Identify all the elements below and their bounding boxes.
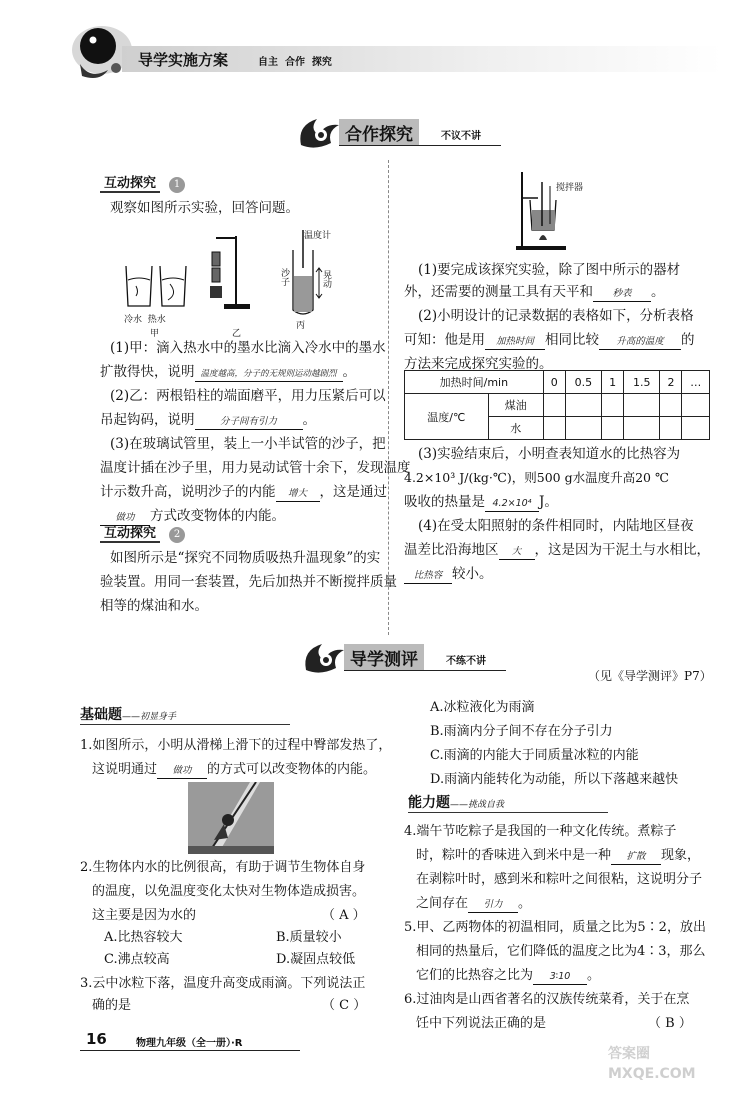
inquiry2-p1: 如图所示是“探究不同物质吸热升温现象”的实 — [110, 550, 381, 566]
answer-q1: 温度越高，分子的无规则运动越剧烈 — [195, 367, 343, 382]
data-table — [404, 370, 710, 440]
inquiry1-q3-line3: 计示数升高，说明沙子的内能 增大 ，这是通过 — [100, 484, 387, 500]
slide-photo — [188, 782, 274, 854]
fig-label-thermometer: 温度计 — [304, 231, 332, 241]
table-header-water: 水 — [488, 417, 543, 440]
section2-tag: 不练不讲 — [446, 656, 486, 667]
inquiry2-r4-line3: 比热容 较小。 — [404, 562, 493, 586]
table-cell: 1.5 — [624, 371, 660, 394]
section1-tag: 不议不讲 — [441, 131, 481, 142]
basic-q2-option-b: B.质量较小 — [276, 930, 342, 945]
table-header-kerosene: 煤油 — [488, 394, 543, 417]
inquiry1-q3-line2: 温度计插在沙子里，用力晃动试管十余下，发现温度 — [100, 460, 411, 476]
inquiry1-q1-line1: (1)甲：滴入热水中的墨水比滴入冷水中的墨水 — [110, 340, 386, 356]
footer — [80, 1028, 340, 1056]
basic-q2-option-d: D.凝固点较低 — [276, 952, 356, 967]
answer-basic-q1: 做功 — [157, 764, 207, 779]
answer-q4a: 扩散 — [611, 850, 661, 865]
basic-q3-option-c: C.雨滴的内能大于同质量冰粒的内能 — [430, 748, 639, 763]
inquiry1-heading — [100, 172, 185, 193]
ability-label: 能力题 — [408, 795, 450, 811]
inquiry2-label: 互动探究 — [100, 526, 160, 543]
fig-label-bing: 丙 — [296, 321, 306, 331]
ability-q4-line4: 之间存在 引力 。 — [416, 896, 532, 911]
inquiry2-r1-line1: (1)要完成该探究实验，除了图中所示的器材 — [418, 262, 681, 278]
inquiry2-r4-line1: (4)在受太阳照射的条件相同时，内陆地区昼夜 — [418, 518, 694, 534]
answer-r2a: 加热时间 — [485, 335, 545, 350]
section2-title: 导学测评 — [344, 644, 424, 671]
header-title: 导学实施方案 — [138, 51, 229, 69]
table-cell: 1 — [602, 371, 624, 394]
section-heading-cooperative — [295, 115, 505, 151]
inquiry2-heading — [100, 522, 185, 543]
basic-q2-option-a: A.比热容较大 — [104, 930, 183, 945]
table-cell: 2 — [660, 371, 682, 394]
answer-r2b: 升高的温度 — [599, 335, 681, 350]
fig-label-jia: 甲 — [150, 329, 160, 339]
inquiry1-q2-line2: 吊起钩码，说明 分子间有引力 。 — [100, 412, 316, 428]
basic-q3-option-d: D.雨滴内能转化为动能，所以下落越来越快 — [430, 772, 679, 787]
basic-q2-line2: 的温度，以免温度变化太快对生物体造成损害。 — [92, 884, 366, 899]
experiment-figure-lead-columns — [206, 232, 256, 312]
fig-label-cold-hot: 冷水 热水 — [124, 315, 166, 325]
basic-slogan: ——初显身手 — [122, 712, 177, 722]
table-header-temp: 温度/℃ — [405, 394, 489, 440]
basic-q1-line2: 这说明通过 做功 的方式可以改变物体的内能。 — [92, 762, 377, 777]
ability-q6-line1: 6.过油肉是山西省著名的汉族传统菜肴，关于在烹 — [404, 992, 690, 1007]
book-title: 物理九年级（全一册）·R — [136, 1038, 243, 1049]
table-cell: … — [682, 371, 710, 394]
inquiry2-p3: 相等的煤油和水。 — [100, 598, 208, 614]
inquiry1-q3-line4: 做功 方式改变物体的内能。 — [100, 504, 285, 528]
ability-q6-answer: （ B ） — [648, 1016, 692, 1031]
table-row-kerosene — [405, 394, 710, 417]
ability-q6-line2: 饪中下列说法正确的是 — [416, 1016, 547, 1031]
ability-q5-line2: 相同的热量后，它们降低的温度之比为4∶3，那么 — [416, 944, 706, 959]
basic-label: 基础题 — [80, 707, 122, 723]
inquiry2-r3-line1: (3)实验结束后，小明查表知道水的比热容为 — [418, 446, 681, 462]
watermark: 答案圈 MXQE.COM — [608, 1046, 696, 1082]
inquiry1-num-badge: 1 — [169, 177, 185, 193]
header-subtitle: 自主 合作 探究 — [258, 57, 332, 68]
inquiry2-r4-line2: 温差比沿海地区 大 ，这是因为干泥土与水相比， — [404, 542, 710, 558]
basic-q2-line3: 这主要是因为水的 — [92, 908, 197, 923]
answer-r4b: 比热容 — [404, 569, 452, 584]
inquiry2-r2-line2: 可知：他是用 加热时间 相同比较 升高的温度 的 — [404, 332, 695, 348]
label-stirrer: 搅拌器 — [556, 183, 584, 193]
inquiry1-q2-line1: (2)乙：两根铅柱的端面磨平，用力压紧后可以 — [110, 388, 386, 404]
fig-label-yi: 乙 — [232, 329, 242, 339]
basic-q3-line2: 确的是 — [92, 998, 132, 1013]
inquiry2-r2-line3: 方法来完成探究实验的。 — [404, 356, 553, 372]
basic-q1-line1: 1.如图所示，小明从滑梯上滑下的过程中臀部发热了， — [80, 738, 392, 753]
answer-q5: 3∶10 — [533, 970, 587, 985]
table-row-time — [405, 371, 710, 394]
answer-q2: 分子间有引力 — [195, 415, 303, 430]
ability-q5-line1: 5.甲、乙两物体的初温相同，质量之比为5∶2，放出 — [404, 920, 706, 935]
basic-heading — [80, 704, 290, 725]
basic-q2-answer: （ A ） — [322, 908, 366, 923]
answer-r1: 秒表 — [593, 287, 651, 302]
ability-q4-line2: 时，粽叶的香味进入到米中是一种 扩散 现象， — [416, 848, 701, 863]
inquiry1-label: 互动探究 — [100, 176, 160, 193]
basic-q2-option-c: C.沸点较高 — [104, 952, 170, 967]
inquiry2-r2-line1: (2)小明设计的记录数据的表格如下，分析表格 — [418, 308, 694, 324]
ability-q4-line3: 在剥粽叶时，感到米和粽叶之间很粘，这说明分子 — [416, 872, 703, 887]
ability-slogan: ——挑战自我 — [450, 800, 505, 810]
flame-logo-icon — [295, 115, 345, 151]
basic-q3-option-b: B.雨滴内分子间不存在分子引力 — [430, 724, 613, 739]
ability-q4-line1: 4.端午节吃粽子是我国的一种文化传统。煮粽子 — [404, 824, 677, 839]
inquiry1-q1-line2: 扩散得快，说明 温度越高，分子的无规则运动越剧烈 。 — [100, 364, 356, 380]
column-divider — [388, 160, 389, 635]
inquiry2-r1-line2: 外，还需要的测量工具有天平和 秒表 。 — [404, 284, 665, 300]
section1-title: 合作探究 — [339, 119, 419, 146]
inquiry1-q3-line1: (3)在玻璃试管里，装上一小半试管的沙子，把 — [110, 436, 386, 452]
basic-q3-answer: （ C ） — [322, 998, 367, 1013]
answer-q3b: 做功 — [100, 511, 150, 526]
inquiry1-intro: 观察如图所示实验，回答问题。 — [110, 200, 299, 216]
basic-q3-option-a: A.冰粒液化为雨滴 — [430, 700, 535, 715]
table-cell: 0 — [543, 371, 565, 394]
inquiry2-r3-line3: 吸收的热量是 4.2×10⁴ J。 — [404, 494, 558, 510]
answer-r4a: 大 — [499, 545, 535, 560]
inquiry2-r3-line2: 4.2×10³ J/(kg·℃)，则500 g水温度升高20 ℃ — [404, 470, 669, 485]
ability-q5-line3: 它们的比热容之比为 3∶10 。 — [416, 968, 601, 983]
answer-q3a: 增大 — [276, 487, 320, 502]
experiment-figure-beakers — [122, 258, 192, 313]
header — [60, 20, 710, 90]
inquiry2-p2: 验装置。用同一套装置，先后加热并不断搅拌质量 — [100, 574, 397, 590]
table-header-time: 加热时间/min — [405, 371, 544, 394]
section2-reference: （见《导学测评》P7） — [588, 669, 712, 683]
fig-label-sand: 沙子 — [279, 268, 289, 286]
section-heading-assessment — [300, 640, 510, 676]
flame-logo-icon — [300, 640, 350, 676]
answer-q4b: 引力 — [468, 898, 518, 913]
table-cell: 0.5 — [565, 371, 601, 394]
ability-heading — [408, 792, 608, 813]
inquiry2-num-badge: 2 — [169, 527, 185, 543]
page-number: 16 — [86, 1030, 107, 1048]
answer-r3: 4.2×10⁴ — [485, 497, 539, 512]
fig-label-shake: 晃动 — [321, 270, 331, 288]
basic-q3-line1: 3.云中冰粒下落，温度升高变成雨滴。下列说法正 — [80, 976, 366, 991]
basic-q2-line1: 2.生物体内水的比例很高，有助于调节生物体自身 — [80, 860, 366, 875]
